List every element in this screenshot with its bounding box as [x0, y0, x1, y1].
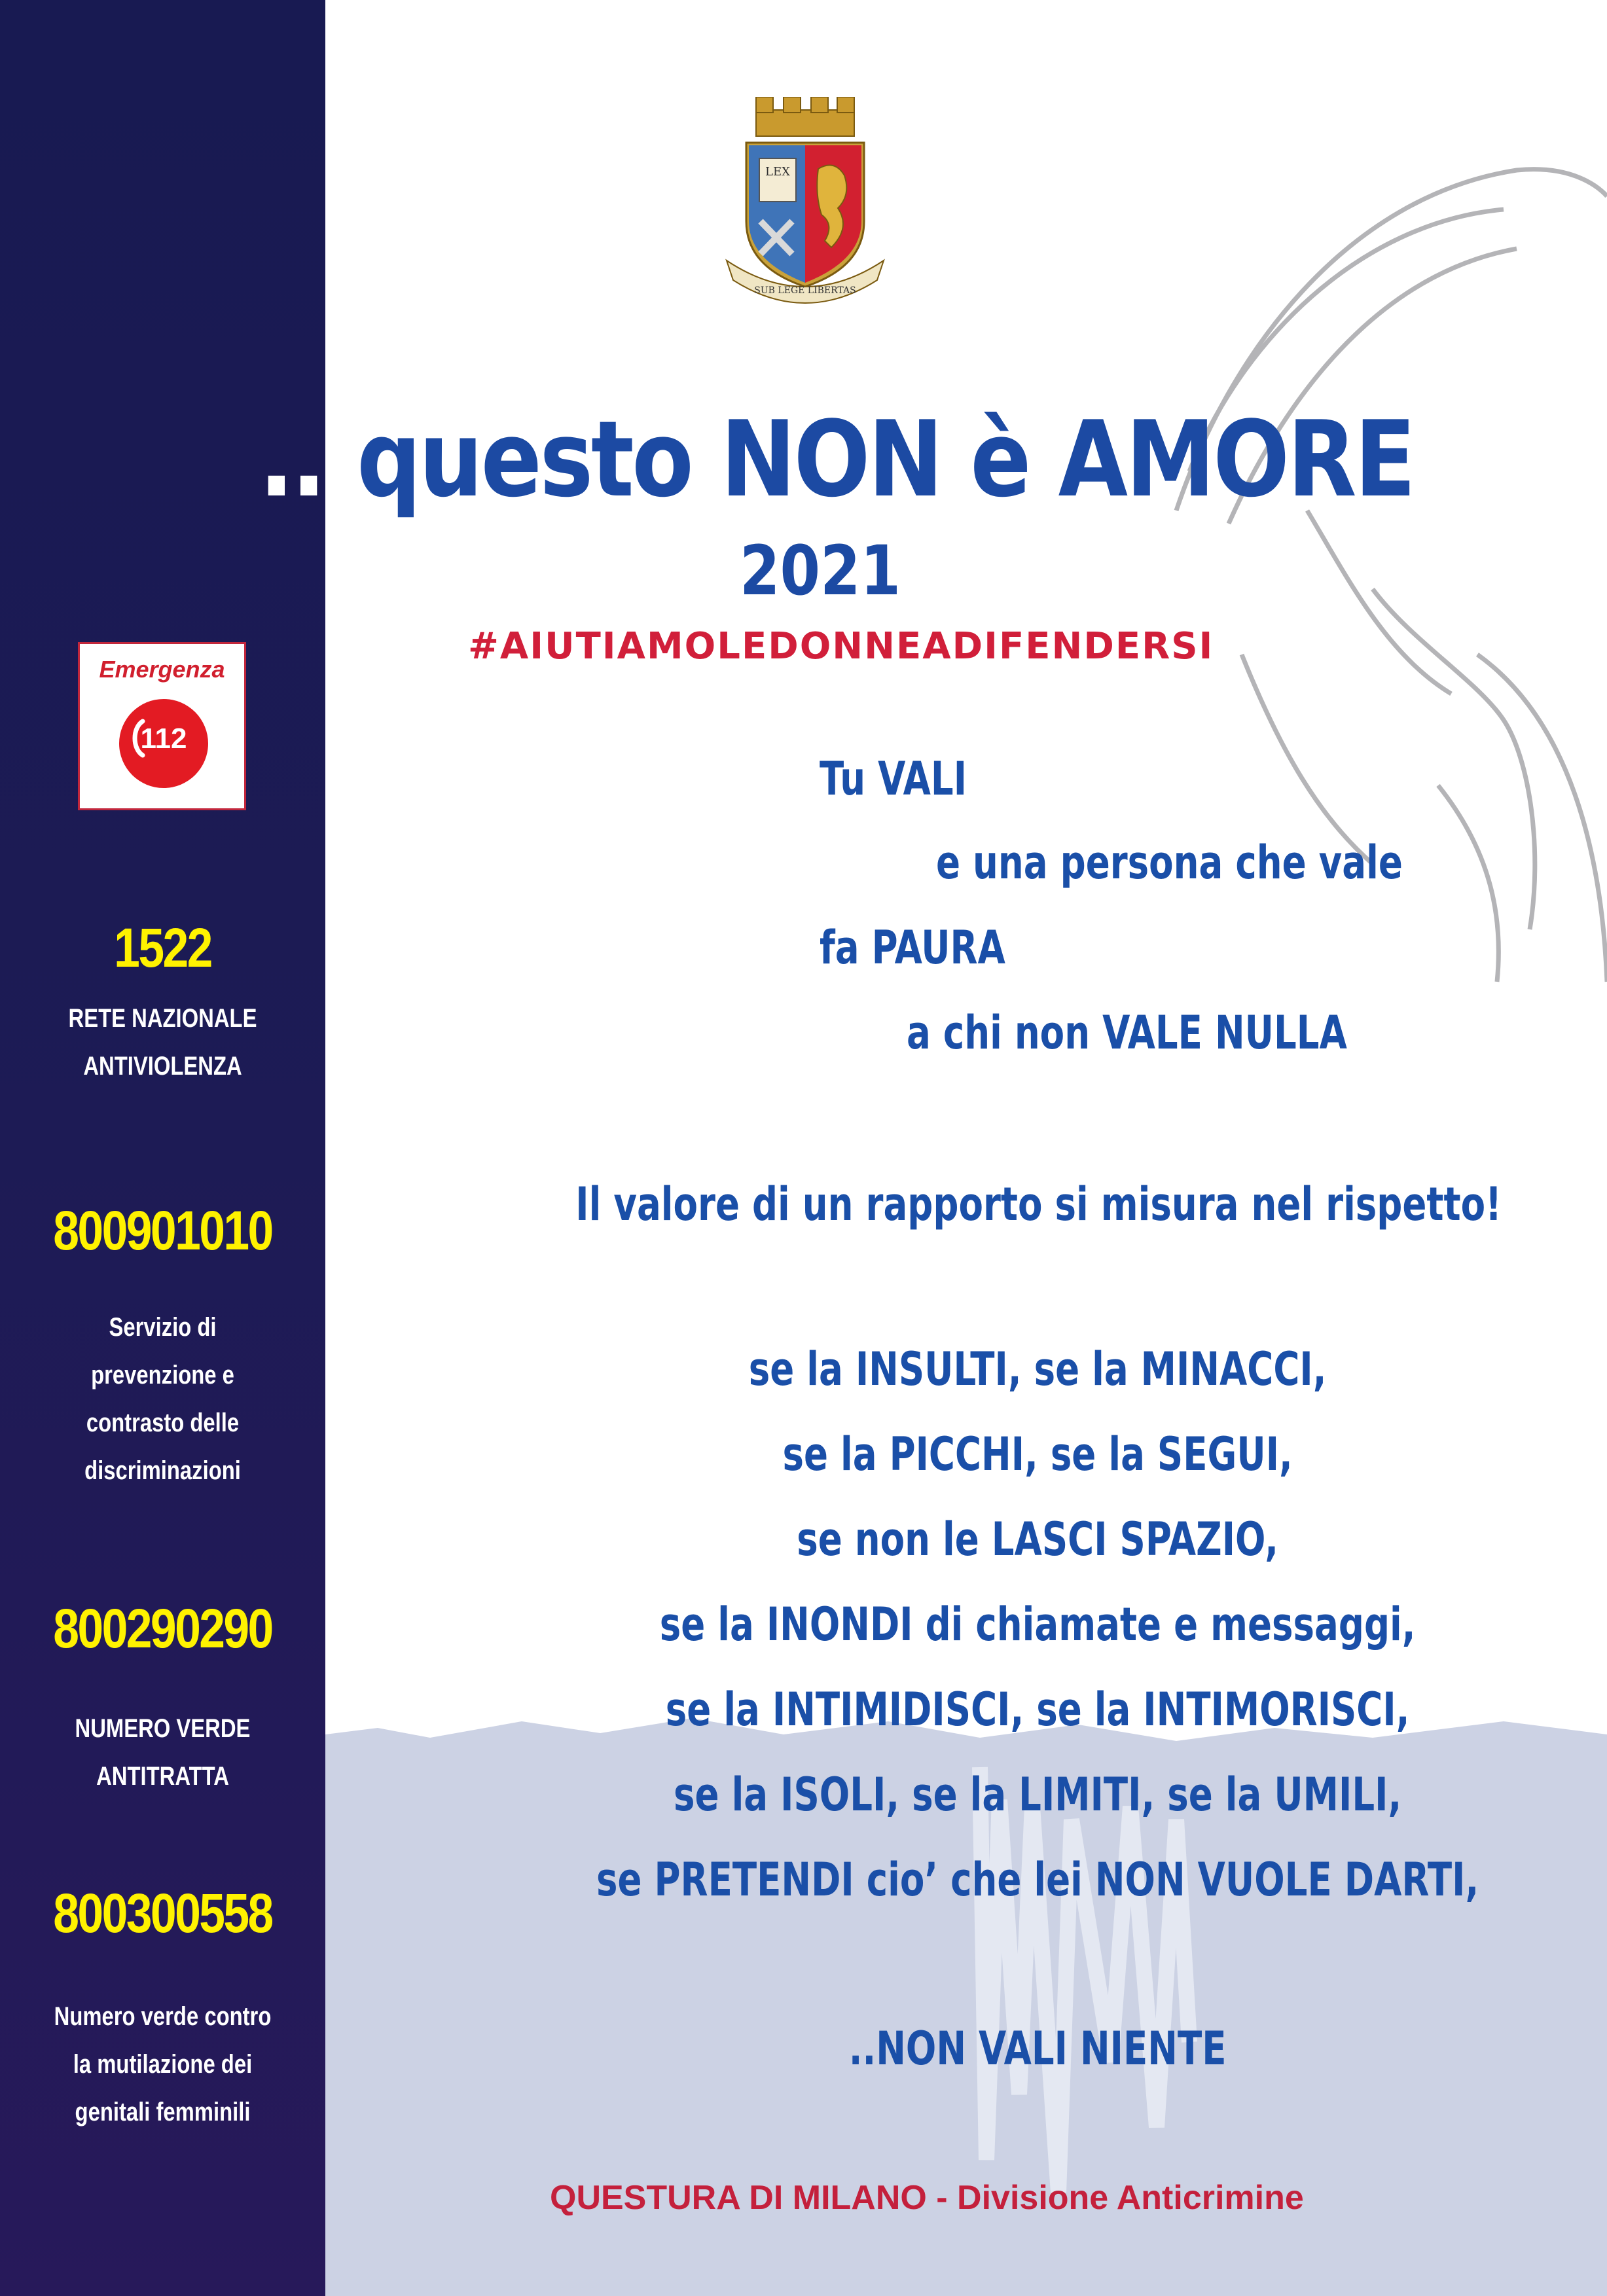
background-wash [325, 0, 1607, 2296]
title-dots: ... [259, 398, 355, 520]
poem-line: se PRETENDI cio’ che lei NON VUOLE DARTI, [596, 1853, 1479, 1907]
helpline-desc-line: discriminazioni [84, 1456, 241, 1485]
helpline-desc-line: ANTIVIOLENZA [83, 1052, 242, 1081]
helpline-desc-line: ANTITRATTA [96, 1762, 229, 1791]
poem-line: se la INTIMIDISCI, se la INTIMORISCI, [665, 1683, 1410, 1736]
emergency-circle [119, 699, 208, 788]
poem-line: fa PAURA [820, 921, 1005, 975]
emergency-112-badge [78, 642, 246, 810]
footer-credit: QUESTURA DI MILANO - Divisione Anticrimine [550, 2179, 1304, 2217]
poem-line: a chi non VALE NULLA [907, 1006, 1347, 1060]
poem-line: se la ISOLI, se la LIMITI, se la UMILI, [674, 1768, 1402, 1821]
helpline-desc-line: genitali femminili [75, 2098, 251, 2126]
poem-statement: Il valore di un rapporto si misura nel rispetto! [575, 1177, 1502, 1231]
poem-line: e una persona che vale [936, 836, 1403, 889]
helpline-desc-line: la mutilazione dei [73, 2050, 253, 2079]
page-title: questo NON è AMORE [357, 398, 1414, 520]
emblem-book-text: LEX [765, 165, 790, 179]
poem-line: Tu VALI [820, 752, 967, 806]
police-emblem [720, 97, 890, 306]
emblem-motto: SUB LEGE LIBERTAS [754, 285, 856, 296]
helpline-desc-line: contrasto delle [86, 1408, 240, 1437]
helpline-number: 800901010 [53, 1200, 272, 1261]
helpline-desc-line: NUMERO VERDE [75, 1714, 251, 1743]
title-year: 2021 [740, 531, 901, 611]
poem-line: se la PICCHI, se la SEGUI, [782, 1427, 1293, 1481]
helpline-desc-line: prevenzione e [91, 1361, 234, 1390]
helpline-number: 800290290 [53, 1598, 272, 1659]
campaign-hashtag: #AIUTIAMOLEDONNEADIFENDERSI [468, 625, 1214, 668]
helpline-sidebar [0, 0, 325, 2296]
helpline-number: 800300558 [53, 1882, 272, 1944]
emergency-number: 112 [140, 723, 187, 755]
poem-line: se la INSULTI, se la MINACCI, [748, 1342, 1327, 1396]
poem-closing: ..NON VALI NIENTE [848, 2022, 1227, 2075]
helpline-desc-line: Servizio di [109, 1313, 217, 1342]
emergency-label: Emergenza [99, 656, 225, 683]
poem-line: se non le LASCI SPAZIO, [797, 1513, 1278, 1566]
poem-line: se la INONDI di chiamate e messaggi, [659, 1598, 1416, 1651]
helpline-desc-line: RETE NAZIONALE [68, 1004, 257, 1033]
helpline-number: 1522 [114, 917, 211, 978]
helpline-desc-line: Numero verde contro [54, 2002, 272, 2031]
